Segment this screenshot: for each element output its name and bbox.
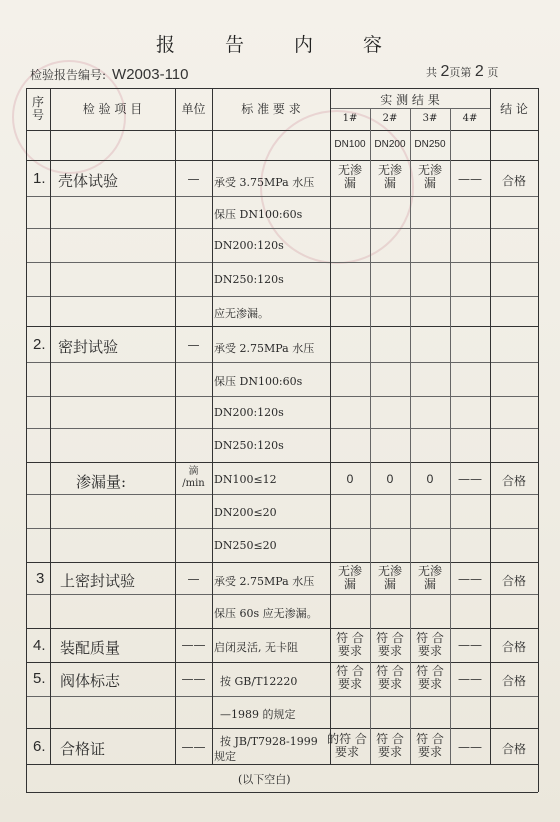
result-2: 无渗 漏: [377, 163, 402, 190]
row-conclusion: 合格: [501, 640, 526, 654]
row-conclusion: 合格: [501, 174, 526, 188]
row-item: 阀体标志: [60, 672, 121, 690]
result-2: 符 合 要求: [376, 732, 404, 759]
row-standard: 按 JB/T7928-1999: [220, 735, 318, 748]
row-standard: 承受 2.75MPa 水压: [214, 575, 315, 588]
result-4: ——: [458, 672, 482, 686]
row-standard: 保压 60s 应无渗漏。: [214, 607, 318, 620]
row-unit: ——: [181, 672, 206, 686]
row-standard: DN200:120s: [214, 406, 284, 419]
row-standard: DN100≤12: [214, 473, 277, 486]
row-standard: 保压 DN100:60s: [214, 208, 303, 221]
result-1: 符 合 要求: [336, 631, 364, 658]
row-conclusion: 合格: [501, 674, 526, 688]
page-indicator: [426, 63, 498, 81]
row-item: 装配质量: [60, 639, 121, 657]
result-1: 无渗 漏: [337, 564, 362, 591]
size-dn200: DN200: [374, 139, 406, 150]
row-unit: 滴 /min: [182, 466, 205, 489]
result-1: 0: [346, 472, 354, 486]
report-number-label: 检验报告编号:: [30, 68, 107, 82]
result-4: ——: [458, 172, 482, 186]
row-standard: 保压 DN100:60s: [214, 375, 303, 388]
row-standard: 承受 3.75MPa 水压: [214, 176, 315, 189]
size-dn100: DN100: [334, 139, 366, 150]
page-label: 页第: [449, 66, 472, 79]
header-standard: 标 准 要 求: [241, 102, 301, 116]
row-standard: DN250:120s: [214, 273, 284, 286]
header-conclusion: 结 论: [500, 102, 528, 116]
row-item: 密封试验: [58, 338, 119, 356]
row-conclusion: 合格: [501, 742, 526, 756]
result-4: ——: [458, 572, 482, 586]
row-item: 上密封试验: [60, 572, 136, 590]
result-2: 符 合 要求: [376, 664, 404, 691]
row-standard: 应无渗漏。: [214, 307, 269, 320]
header-r3: 3#: [422, 113, 438, 124]
row-standard: —1989 的规定: [220, 708, 296, 721]
row-standard: 承受 2.75MPa 水压: [214, 342, 315, 355]
row-standard: DN200≤20: [214, 506, 277, 519]
report-number-value: W2003-110: [112, 66, 189, 83]
row-unit: —: [187, 572, 200, 586]
result-1: 的符 合 要求: [327, 732, 367, 759]
total-pages: 2: [440, 63, 450, 80]
result-1: 符 合 要求: [336, 664, 364, 691]
total-label: 共: [426, 66, 437, 79]
header-seq: 序号: [31, 95, 44, 122]
header-results: 实 测 结 果: [380, 93, 440, 107]
page-suffix: 页: [487, 66, 499, 79]
result-4: ——: [458, 740, 482, 754]
result-2: 无渗 漏: [377, 564, 402, 591]
report-number: [30, 66, 188, 83]
row-standard: 按 GB/T12220: [220, 675, 298, 688]
row-unit: —: [187, 172, 200, 186]
row-standard: DN250:120s: [214, 439, 284, 452]
result-2: 0: [386, 472, 394, 486]
row-unit: ——: [181, 638, 206, 652]
page-number: 2: [474, 63, 484, 80]
blank-below-note: (以下空白): [238, 773, 291, 786]
header-r1: 1#: [342, 113, 358, 124]
result-3: 0: [426, 472, 434, 486]
row-standard: DN250≤20: [214, 539, 277, 552]
page-title: 报 告 内 容: [155, 34, 405, 56]
header-r4: 4#: [462, 113, 478, 124]
result-3: 符 合 要求: [416, 631, 444, 658]
row-unit: ——: [181, 740, 206, 754]
row-item: 合格证: [60, 740, 106, 758]
result-1: 无渗 漏: [337, 163, 362, 190]
size-dn250: DN250: [414, 139, 446, 150]
row-seq: 5.: [33, 670, 46, 687]
header-item: 检 验 项 目: [82, 102, 143, 116]
row-seq: 1.: [33, 170, 46, 187]
row-unit: —: [187, 338, 200, 352]
result-4: ——: [458, 472, 482, 486]
row-seq: 2.: [33, 336, 46, 353]
result-4: ——: [458, 638, 482, 652]
row-item: 渗漏量:: [76, 473, 127, 491]
row-seq: 3: [36, 570, 45, 587]
result-3: 无渗 漏: [417, 564, 442, 591]
row-standard: DN200:120s: [214, 239, 284, 252]
row-standard: 启闭灵活, 无卡阻: [214, 641, 298, 654]
row-conclusion: 合格: [501, 474, 526, 488]
row-seq: 4.: [33, 637, 46, 654]
row-conclusion: 合格: [501, 574, 526, 588]
header-r2: 2#: [382, 113, 398, 124]
result-2: 符 合 要求: [376, 631, 404, 658]
result-3: 符 合 要求: [416, 732, 444, 759]
header-unit: 单位: [181, 102, 206, 116]
row-item: 壳体试验: [58, 172, 119, 190]
row-seq: 6.: [33, 738, 46, 755]
result-3: 符 合 要求: [416, 664, 444, 691]
row-standard: 规定: [214, 750, 236, 763]
result-3: 无渗 漏: [417, 163, 442, 190]
